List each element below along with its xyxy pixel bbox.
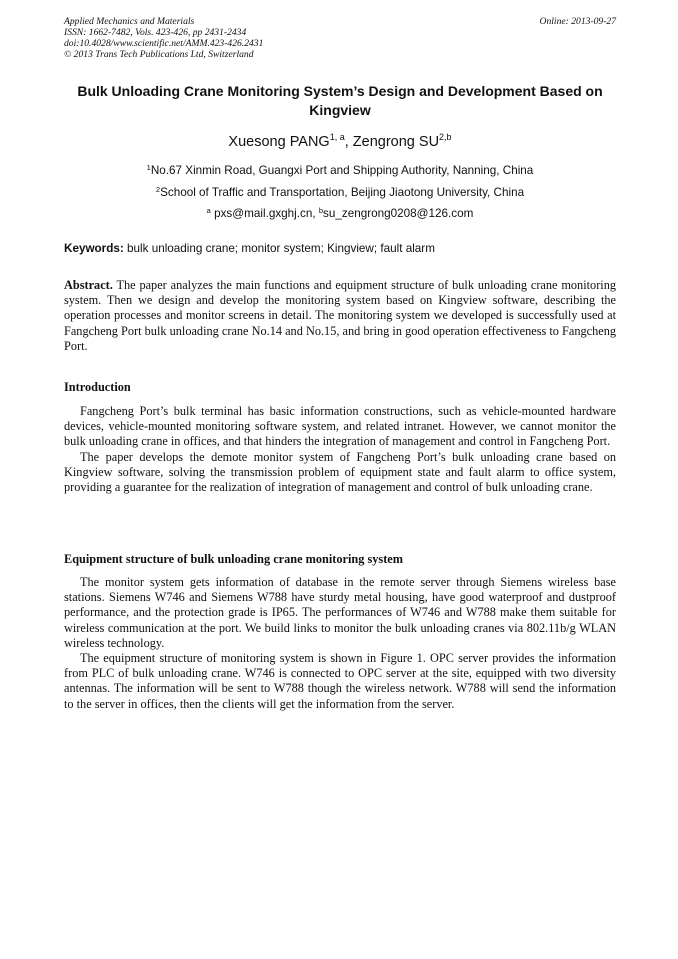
online-date: Online: 2013-09-27 bbox=[539, 16, 616, 27]
author-2: Zengrong SU bbox=[352, 134, 440, 150]
affiliation-2-text: School of Traffic and Transportation, Beijing Jiaotong University, China bbox=[160, 186, 525, 199]
equipment-body bbox=[64, 575, 616, 712]
email-b: su_zengrong0208@126.com bbox=[323, 207, 474, 220]
equipment-heading: Equipment structure of bulk unloading crane monitoring system bbox=[64, 552, 403, 566]
affiliation-1 bbox=[64, 164, 616, 178]
author-1: Xuesong PANG bbox=[228, 134, 330, 150]
author-1-sup: 1, a bbox=[329, 132, 345, 142]
abstract-paragraph bbox=[64, 278, 616, 354]
introduction-heading: Introduction bbox=[64, 380, 131, 394]
equipment-paragraph-2: The equipment structure of monitoring system is shown in Figure 1. OPC server provides the information from PLC of bulk unloading crane. W746 is connected to OPC server at the site, equipped with two diversity antennas. The information will be sent to W788 though the wireless network. W788 will send the information to the server in offices, then the clients will get the information from the server. bbox=[64, 651, 616, 711]
journal-header bbox=[64, 16, 616, 60]
affiliation-1-sup: 1 bbox=[146, 163, 151, 172]
journal-name: Applied Mechanics and Materials bbox=[64, 16, 195, 27]
affiliation-2-sup: 2 bbox=[155, 185, 161, 194]
keywords bbox=[64, 242, 616, 256]
email-a-sup: a bbox=[206, 206, 211, 215]
paper-title: Bulk Unloading Crane Monitoring System’s Design and Development Based on Kingview bbox=[77, 83, 603, 118]
introduction-paragraph-1: Fangcheng Port’s bulk terminal has basic information constructions, such as vehicle-mounted hardware devices, vehicle-mounted monitoring software system, and related intranet. However, we cannot monitor the bulk unloading crane in offices, and that hinders the integration of management and control in Fangcheng Port. bbox=[64, 404, 616, 449]
affiliation-2 bbox=[64, 186, 616, 200]
introduction-paragraph-2: The paper develops the demote monitor system of Fangcheng Port’s bulk unloading crane based on Kingview software, solving the transmission problem of equipment state and fault alarm to office system, providing a guarantee for the realization of integration of management and control of bulk unloading crane. bbox=[64, 449, 616, 495]
copyright-line: © 2013 Trans Tech Publications Ltd, Switzerland bbox=[64, 49, 254, 60]
issn-line: ISSN: 1662-7482, Vols. 423-426, pp 2431-2434 bbox=[64, 27, 247, 38]
affiliation-1-text: No.67 Xinmin Road, Guangxi Port and Shipping Authority, Nanning, China bbox=[150, 164, 534, 177]
abstract bbox=[64, 278, 616, 354]
keywords-label: Keywords: bbox=[64, 242, 124, 255]
email-b-sup: b bbox=[318, 206, 324, 215]
introduction-body bbox=[64, 404, 616, 495]
equipment-paragraph-1: The monitor system gets information of database in the remote server through Siemens wireless base stations. Siemens W746 and Siemens W788 have sturdy metal housing, have good waterproof and dustproof performance, and the protection grade is IP65. The performances of W746 and W788 make them suitable for wireless communication at the port. We build links to monitor the bulk unloading cranes via 802.11b/g WLAN wireless technology. bbox=[64, 575, 616, 650]
author-line bbox=[64, 133, 616, 151]
author-2-sup: 2,b bbox=[439, 132, 452, 142]
email-line bbox=[64, 207, 616, 221]
abstract-text: The paper analyzes the main functions and equipment structure of bulk unloading crane monitoring system. Then we design and develop the monitoring system based on Kingview software, describing the operation processes and monitor screens in detail. The monitoring system we developed is successfully used at Fangcheng Port bulk unloading crane No.14 and No.15, and bring in good operation effectiveness to Fangcheng Port. bbox=[64, 278, 616, 353]
keywords-text: bulk unloading crane; monitor system; Kingview; fault alarm bbox=[123, 242, 435, 255]
doi-line: doi:10.4028/www.scientific.net/AMM.423-426.2431 bbox=[64, 38, 264, 49]
abstract-label: Abstract. bbox=[64, 278, 113, 292]
email-a: pxs@mail.gxghj.cn, bbox=[210, 207, 319, 220]
author-separator: , bbox=[344, 134, 353, 150]
